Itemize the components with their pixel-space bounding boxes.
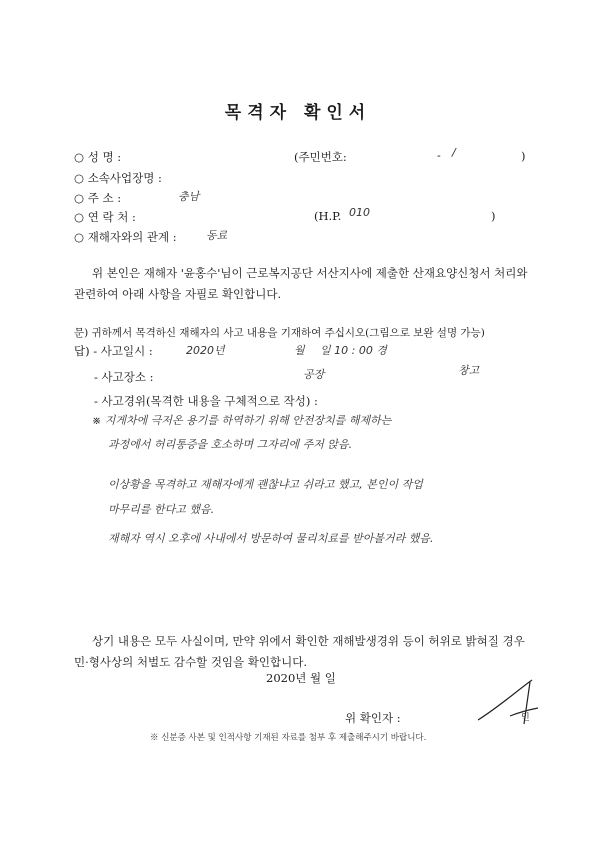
- workplace-label: ○ 소속사업장명 :: [74, 171, 162, 185]
- address-value: 충남: [178, 190, 200, 203]
- desc-line-4: 마무리를 한다고 했음.: [108, 503, 215, 516]
- date-month: 월: [294, 344, 305, 357]
- hp-label: (H.P.: [314, 209, 342, 223]
- desc-line-1: ※ 지게차에 극저온 용기를 하역하기 위해 안전장치를 해제하는: [92, 414, 392, 427]
- document-title: 목격자 확인서: [224, 103, 372, 123]
- contact-label: ○ 연 락 처 :: [74, 210, 136, 224]
- closing-line-1: 상기 내용은 모두 사실이며, 만약 위에서 확인한 재해발생경위 등이 허위로 밝혀질 경우: [92, 634, 525, 648]
- question: 문) 귀하께서 목격하신 재해자의 사고 내용을 기재하여 주십시오(그림으로 보완 설명 가능): [74, 327, 485, 339]
- address-label: ○ 주 소 :: [74, 191, 122, 205]
- place-label: - 사고장소 :: [94, 370, 154, 384]
- resident-no-label: (주민번호:: [294, 150, 347, 164]
- desc-line-2: 과정에서 허리통증을 호소하며 그자리에 주저 앉음.: [108, 438, 353, 451]
- resident-no-close: ): [521, 149, 526, 163]
- relation-label: ○ 재해자와의 관계 :: [74, 230, 177, 244]
- attachment-note: ※ 신분증 사본 및 인적사항 기재된 자료를 첨부 후 제출해주시기 바랍니다.: [150, 733, 427, 743]
- resident-no-dash: -: [437, 149, 441, 162]
- resident-no-handwriting: /: [452, 146, 456, 159]
- confirmer-seal-mark: 인: [521, 713, 530, 723]
- closing-line-2: 민·형사상의 처벌도 감수할 것임을 확인합니다.: [74, 655, 308, 669]
- signature-mark: [470, 676, 550, 732]
- place-handwriting-2: 창고: [458, 364, 480, 377]
- relation-value: 동료: [206, 229, 228, 242]
- intro-line-1: 위 본인은 재해자 '윤홍수'님이 근로복지공단 서산지사에 제출한 산재요양신청서 처리와: [92, 266, 528, 280]
- place-handwriting-1: 공장: [303, 368, 325, 381]
- date-year: 2020년: [186, 344, 225, 357]
- date-day-time: 일 10 : 00 경: [320, 344, 387, 357]
- desc-line-5: 재해자 역시 오후에 사내에서 방문하여 물리치료를 받아볼거라 했음.: [108, 532, 434, 545]
- name-label: ○ 성 명 :: [74, 150, 122, 164]
- intro-line-2: 관련하여 아래 사항을 자필로 확인합니다.: [74, 287, 282, 301]
- desc-label: - 사고경위(목격한 내용을 구체적으로 작성) :: [94, 394, 318, 408]
- hp-value: 010: [349, 206, 370, 219]
- date-label: 답) - 사고일시 :: [74, 344, 153, 358]
- closing-date: 2020년 월 일: [266, 671, 336, 685]
- confirmer-label: 위 확인자 :: [345, 711, 401, 725]
- hp-close: ): [491, 209, 496, 223]
- desc-line-3: 이상황을 목격하고 재해자에게 괜찮냐고 쉬라고 했고, 본인이 작업: [108, 478, 423, 491]
